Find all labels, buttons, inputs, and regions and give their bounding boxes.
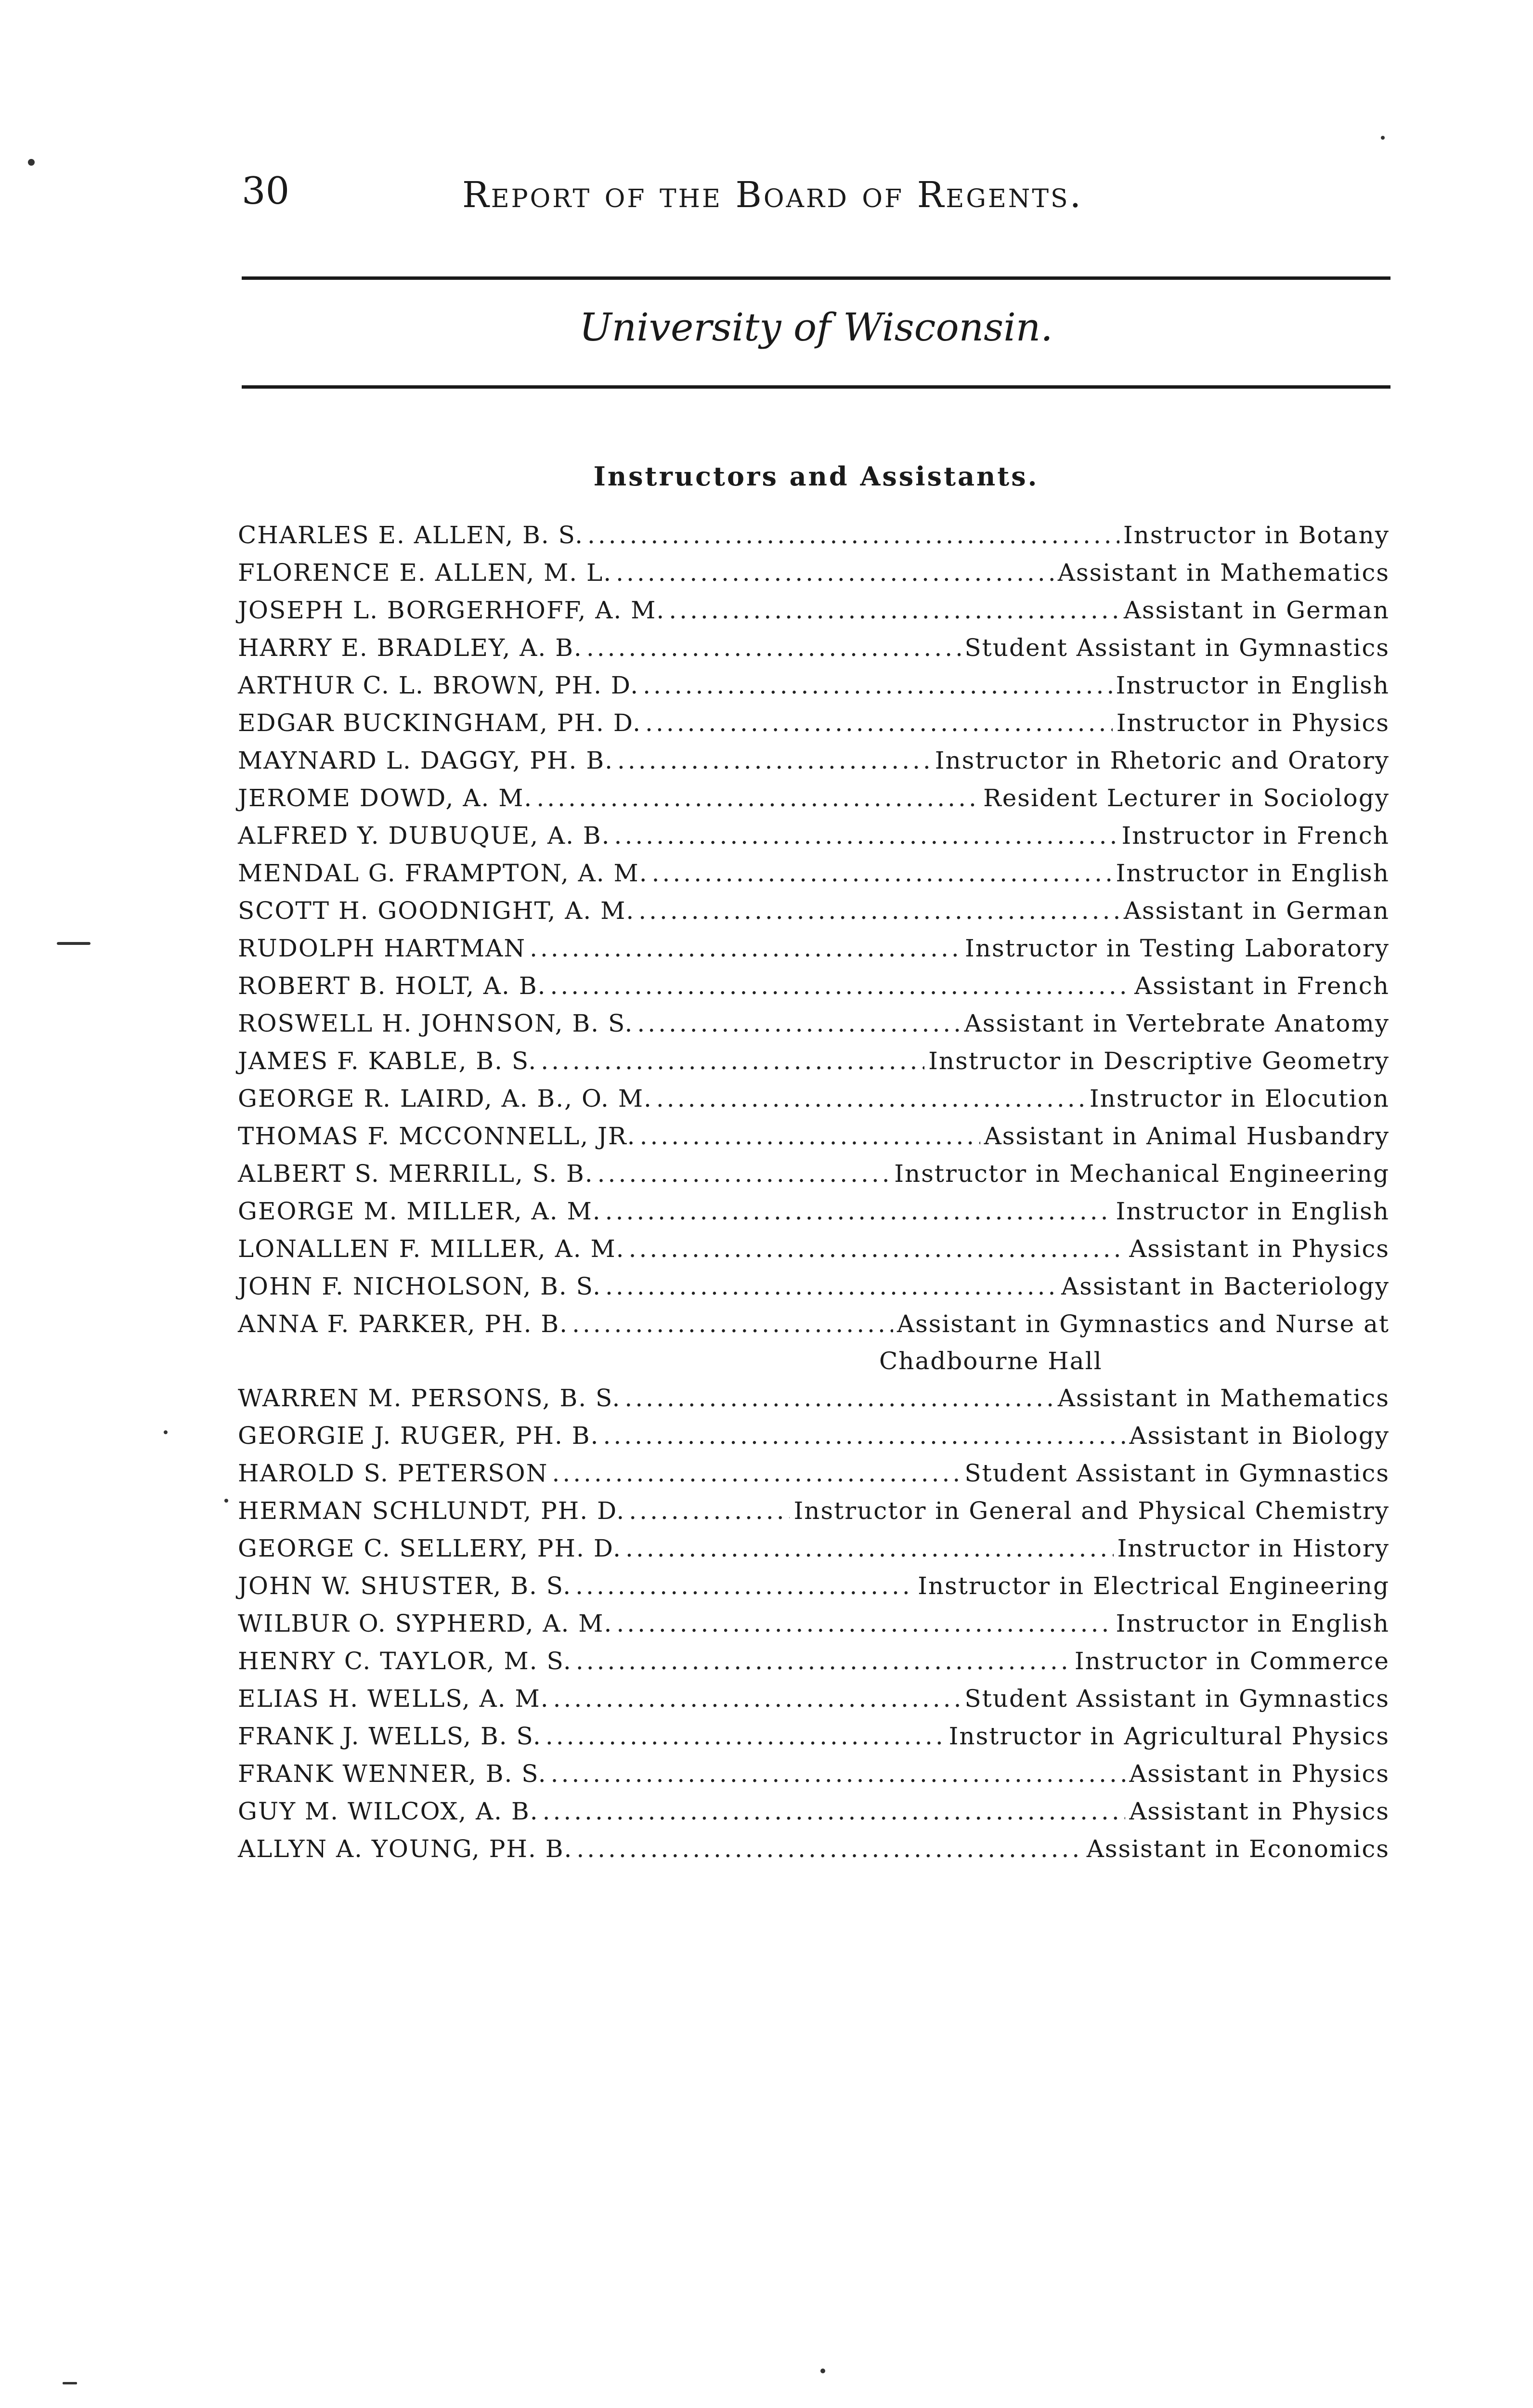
dot-leader xyxy=(550,967,1130,1005)
staff-position: Assistant in Mathematics xyxy=(1057,559,1390,587)
staff-position: Assistant in German xyxy=(1123,897,1390,925)
staff-name: GUY M. WILCOX, A. B. xyxy=(238,1797,539,1825)
roster-entry xyxy=(238,929,1390,967)
dot-leader xyxy=(645,704,1113,742)
staff-position: Assistant in Vertebrate Anatomy xyxy=(964,1009,1390,1037)
staff-name: ALFRED Y. DUBUQUE, A. B. xyxy=(238,822,611,850)
dot-leader xyxy=(576,1642,1071,1680)
staff-name: JAMES F. KABLE, B. S. xyxy=(238,1047,537,1075)
staff-name: HENRY C. TAYLOR, M. S. xyxy=(238,1647,572,1675)
staff-name: HARRY E. BRADLEY, A. B. xyxy=(238,634,583,662)
staff-position: Assistant in German xyxy=(1123,596,1390,624)
staff-position: Instructor in English xyxy=(1116,1610,1390,1637)
roster-entry xyxy=(238,1117,1390,1155)
staff-position: Instructor in Rhetoric and Oratory xyxy=(935,746,1390,774)
staff-position: Instructor in Agricultural Physics xyxy=(948,1722,1390,1750)
staff-name: MAYNARD L. DAGGY, PH. B. xyxy=(238,746,613,774)
roster-entry xyxy=(238,1155,1390,1192)
roster-entry xyxy=(238,591,1390,629)
dot-leader xyxy=(598,1155,891,1192)
staff-position: Instructor in Elocution xyxy=(1089,1085,1390,1112)
running-head: Report of the Board of Regents. xyxy=(462,174,1083,216)
roster-entry xyxy=(238,1830,1390,1868)
dot-leader xyxy=(587,516,1119,554)
staff-position: Assistant in Mathematics xyxy=(1057,1384,1390,1412)
page-number: 30 xyxy=(242,170,290,213)
staff-name: FRANK WENNER, B. S. xyxy=(238,1760,547,1788)
staff-name: LONALLEN F. MILLER, A. M. xyxy=(238,1235,625,1263)
scan-speck xyxy=(224,1499,228,1503)
roster-entry xyxy=(238,516,1390,554)
staff-position: Instructor in Commerce xyxy=(1074,1647,1390,1675)
staff-name: GEORGE M. MILLER, A. M. xyxy=(238,1197,601,1225)
staff-name: GEORGE C. SELLERY, PH. D. xyxy=(238,1534,622,1562)
dot-leader xyxy=(575,1567,914,1605)
staff-name: JEROME DOWD, A. M. xyxy=(238,784,533,812)
dot-leader xyxy=(546,1717,945,1755)
dot-leader xyxy=(656,1080,1086,1117)
staff-position: Assistant in Animal Husbandry xyxy=(984,1122,1390,1150)
dot-leader xyxy=(552,1454,961,1492)
staff-name: HERMAN SCHLUNDT, PH. D. xyxy=(238,1497,625,1525)
staff-position: Instructor in History xyxy=(1117,1534,1390,1562)
staff-position: Instructor in Electrical Engineering xyxy=(918,1572,1390,1600)
dot-leader xyxy=(603,1417,1125,1454)
staff-name: WILBUR O. SYPHERD, A. M. xyxy=(238,1610,613,1637)
staff-name: WARREN M. PERSONS, B. S. xyxy=(238,1384,621,1412)
roster-entry xyxy=(238,629,1390,667)
staff-name: EDGAR BUCKINGHAM, PH. D. xyxy=(238,709,642,737)
scan-speck xyxy=(57,942,91,945)
scan-speck xyxy=(63,2382,77,2384)
roster-entry xyxy=(238,1642,1390,1680)
staff-name: ROSWELL H. JOHNSON, B. S. xyxy=(238,1009,634,1037)
dot-leader xyxy=(586,629,961,667)
scan-speck xyxy=(28,159,35,166)
dot-leader xyxy=(553,1680,961,1717)
staff-position: Assistant in Economics xyxy=(1086,1835,1390,1863)
staff-position: Assistant in French xyxy=(1134,972,1390,1000)
staff-position-continuation: Chadbourne Hall xyxy=(879,1347,1103,1375)
dot-leader xyxy=(643,667,1112,704)
dot-leader xyxy=(617,742,931,779)
staff-name: JOHN F. NICHOLSON, B. S. xyxy=(238,1272,602,1300)
roster-entry xyxy=(238,1305,1390,1343)
staff-name: GEORGIE J. RUGER, PH. B. xyxy=(238,1422,599,1450)
staff-name: ARTHUR C. L. BROWN, PH. D. xyxy=(238,671,639,699)
scan-speck xyxy=(1381,136,1385,140)
staff-position: Instructor in English xyxy=(1116,671,1390,699)
staff-position: Assistant in Gymnastics and Nurse at xyxy=(897,1310,1390,1338)
roster-entry xyxy=(238,1268,1390,1305)
staff-position: Student Assistant in Gymnastics xyxy=(964,1459,1390,1487)
roster-entry xyxy=(238,779,1390,817)
dot-leader xyxy=(541,1042,924,1080)
staff-name: JOHN W. SHUSTER, B. S. xyxy=(238,1572,572,1600)
roster-entry xyxy=(238,1005,1390,1042)
roster-entry xyxy=(238,1680,1390,1717)
staff-position: Instructor in French xyxy=(1121,822,1390,850)
roster-entry xyxy=(238,1230,1390,1268)
staff-name: FRANK J. WELLS, B. S. xyxy=(238,1722,542,1750)
roster-entry xyxy=(238,1717,1390,1755)
dot-leader xyxy=(614,817,1118,854)
scan-speck xyxy=(820,2369,825,2373)
dot-leader xyxy=(624,1379,1054,1417)
roster-entry xyxy=(238,1567,1390,1605)
dot-leader xyxy=(652,854,1112,892)
dot-leader xyxy=(605,1192,1112,1230)
staff-position: Instructor in General and Physical Chemistry xyxy=(793,1497,1390,1525)
dot-leader xyxy=(572,1305,893,1343)
staff-position: Instructor in Mechanical Engineering xyxy=(894,1160,1390,1188)
dot-leader xyxy=(536,779,979,817)
dot-leader xyxy=(629,1492,790,1530)
staff-name: GEORGE R. LAIRD, A. B., O. M. xyxy=(238,1085,652,1112)
staff-position: Instructor in Testing Laboratory xyxy=(965,934,1390,962)
staff-position: Instructor in Botany xyxy=(1123,521,1390,549)
staff-position: Instructor in Physics xyxy=(1116,709,1390,737)
bottom-rule xyxy=(242,385,1390,389)
dot-leader xyxy=(616,1605,1112,1642)
staff-position: Assistant in Bacteriology xyxy=(1061,1272,1390,1300)
roster-entry xyxy=(238,1605,1390,1642)
roster-entry xyxy=(238,1755,1390,1793)
top-rule xyxy=(242,276,1390,280)
roster-entry xyxy=(238,742,1390,779)
roster-entry xyxy=(238,667,1390,704)
dot-leader xyxy=(669,591,1120,629)
scan-speck xyxy=(164,1430,168,1434)
roster-entry xyxy=(238,892,1390,929)
roster-entry xyxy=(238,1454,1390,1492)
staff-position: Assistant in Physics xyxy=(1129,1760,1390,1788)
roster-entry xyxy=(238,817,1390,854)
staff-name: RUDOLPH HARTMAN xyxy=(238,934,526,962)
roster-entry xyxy=(238,1417,1390,1454)
staff-name: ALBERT S. MERRILL, S. B. xyxy=(238,1160,594,1188)
roster-entry xyxy=(238,1192,1390,1230)
staff-name: ROBERT B. HOLT, A. B. xyxy=(238,972,546,1000)
dot-leader xyxy=(629,1230,1126,1268)
staff-name: ANNA F. PARKER, PH. B. xyxy=(238,1310,569,1338)
dot-leader xyxy=(638,892,1120,929)
staff-position: Student Assistant in Gymnastics xyxy=(964,1685,1390,1713)
dot-leader xyxy=(640,1117,980,1155)
staff-position: Instructor in Descriptive Geometry xyxy=(928,1047,1390,1075)
roster-entry xyxy=(238,554,1390,591)
staff-name: CHARLES E. ALLEN, B. S. xyxy=(238,521,584,549)
section-title: Instructors and Assistants. xyxy=(593,461,1039,492)
dot-leader xyxy=(576,1830,1082,1868)
staff-name: HAROLD S. PETERSON xyxy=(238,1459,548,1487)
roster-entry xyxy=(238,967,1390,1005)
staff-position: Assistant in Physics xyxy=(1129,1797,1390,1825)
roster-entry xyxy=(238,1530,1390,1567)
university-heading: University of Wisconsin. xyxy=(579,305,1053,350)
staff-name: JOSEPH L. BORGERHOFF, A. M. xyxy=(238,596,665,624)
dot-leader xyxy=(605,1268,1057,1305)
staff-position: Instructor in English xyxy=(1116,859,1390,887)
staff-position: Resident Lecturer in Sociology xyxy=(983,784,1390,812)
staff-position: Assistant in Physics xyxy=(1129,1235,1390,1263)
staff-name: ALLYN A. YOUNG, PH. B. xyxy=(238,1835,573,1863)
staff-position: Assistant in Biology xyxy=(1129,1422,1390,1450)
staff-name: ELIAS H. WELLS, A. M. xyxy=(238,1685,549,1713)
staff-name: THOMAS F. MCCONNELL, JR. xyxy=(238,1122,636,1150)
roster-entry xyxy=(238,854,1390,892)
dot-leader xyxy=(551,1755,1126,1793)
staff-name: MENDAL G. FRAMPTON, A. M. xyxy=(238,859,648,887)
dot-leader xyxy=(616,554,1054,591)
staff-roster xyxy=(238,516,1390,1868)
roster-entry xyxy=(238,1042,1390,1080)
dot-leader xyxy=(625,1530,1113,1567)
roster-entry xyxy=(238,1793,1390,1830)
roster-entry xyxy=(238,1379,1390,1417)
roster-entry xyxy=(238,704,1390,742)
roster-entry xyxy=(238,1080,1390,1117)
dot-leader xyxy=(637,1005,960,1042)
staff-name: FLORENCE E. ALLEN, M. L. xyxy=(238,559,612,587)
dot-leader xyxy=(530,929,961,967)
staff-name: SCOTT H. GOODNIGHT, A. M. xyxy=(238,897,635,925)
staff-position: Instructor in English xyxy=(1116,1197,1390,1225)
roster-entry xyxy=(238,1492,1390,1530)
staff-position: Student Assistant in Gymnastics xyxy=(964,634,1390,662)
dot-leader xyxy=(543,1793,1126,1830)
